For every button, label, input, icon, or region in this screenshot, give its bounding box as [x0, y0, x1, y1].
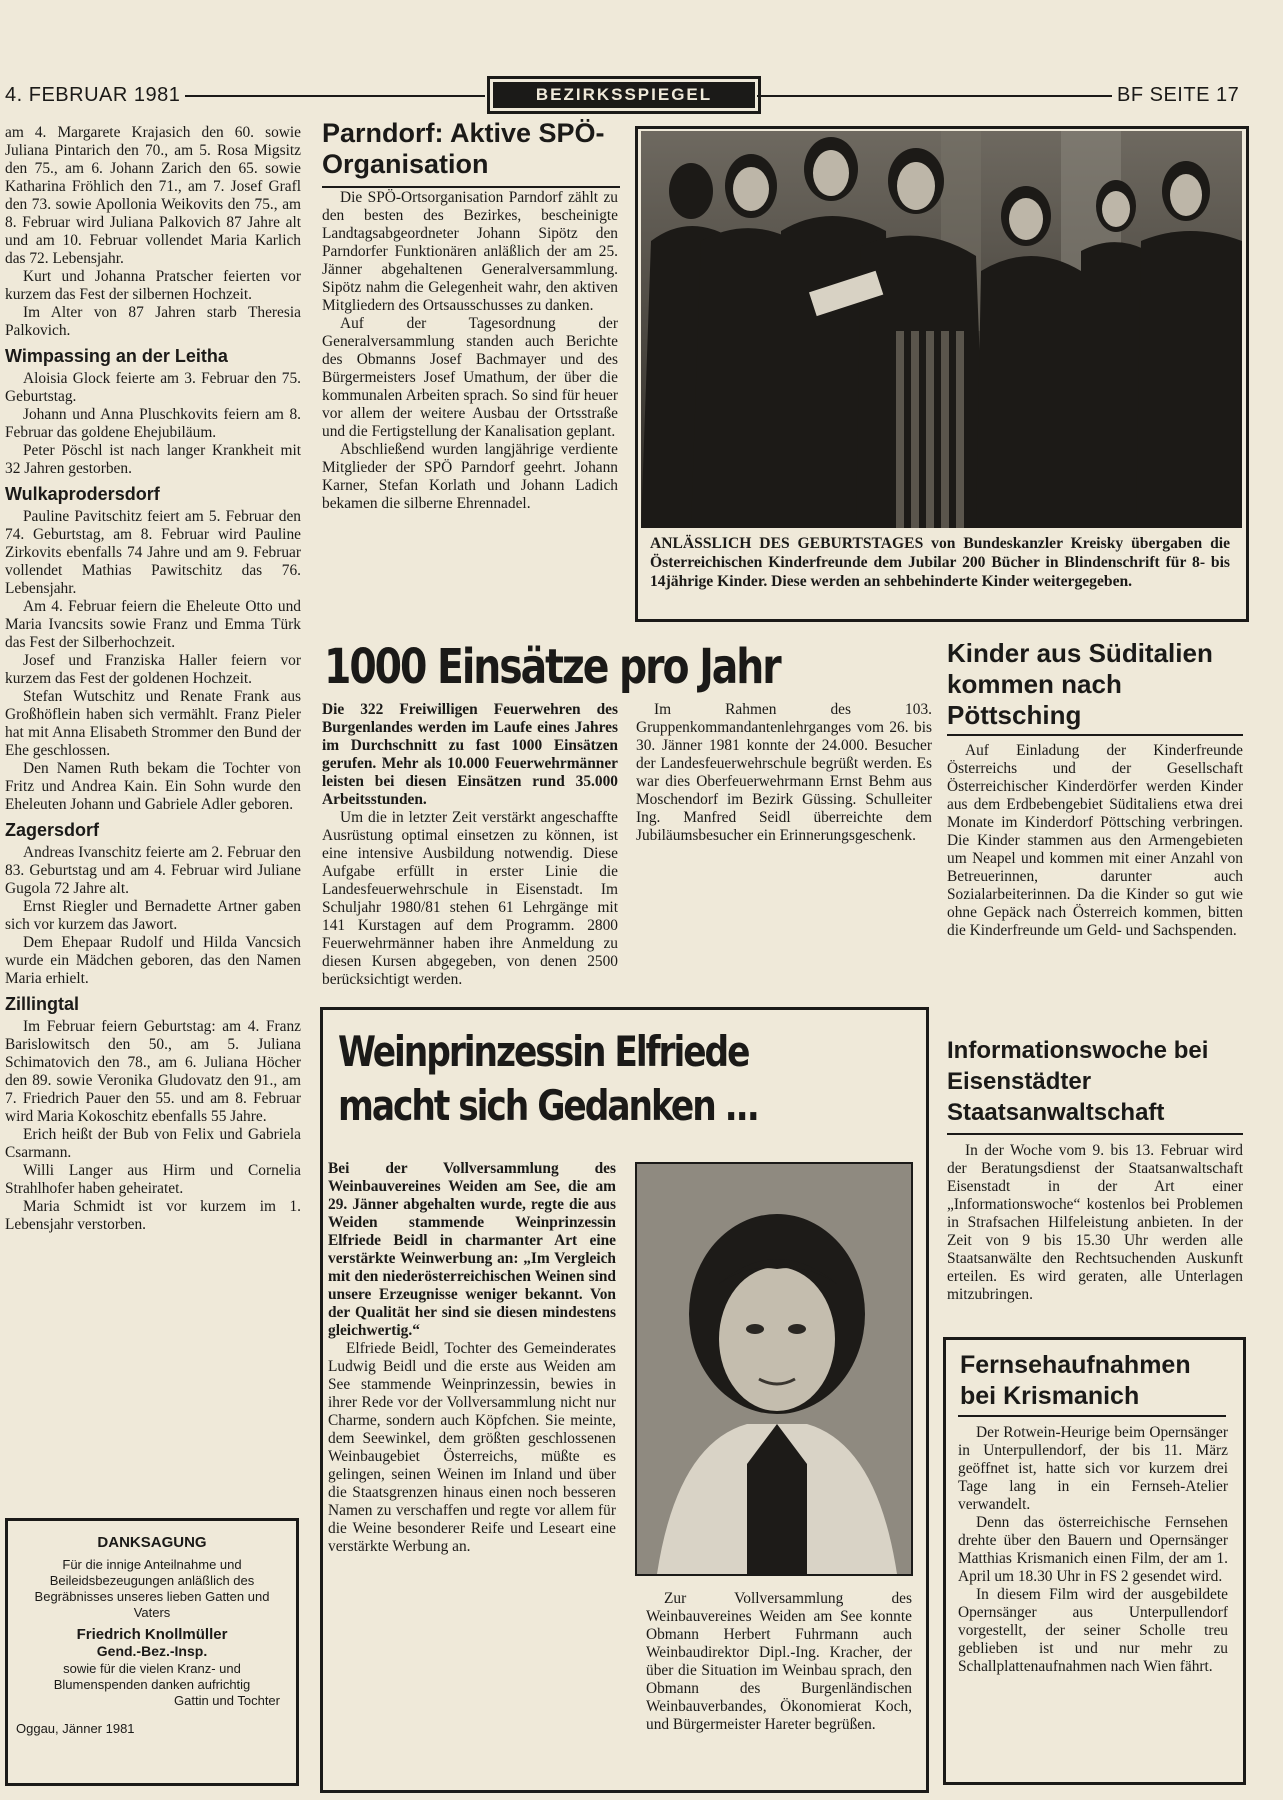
paragraph: Der Rotwein-Heurige beim Opernsänger in Unterpullendorf, der bis 11. März geöffnet ist, hatte sich vor kurzem drei Tage lang in ein Fernseh-Atelier verwandelt. — [958, 1424, 1228, 1513]
danksagung-signers: Gattin und Tochter — [174, 1693, 280, 1708]
group-photo-image — [641, 131, 1242, 528]
wein-headline: Weinprinzessin Elfriede macht sich Gedanken ... — [338, 1027, 758, 1130]
wein-body-col1 — [328, 1160, 616, 1760]
einsaetze-body-col2 — [636, 701, 932, 991]
info-headline: Informationswoche bei Eisenstädter Staatsanwaltschaft — [947, 1037, 1209, 1126]
parndorf-body — [322, 189, 618, 629]
einsaetze-headline: 1000 Einsätze pro Jahr — [324, 639, 780, 695]
wein-lead: Bei der Vollversammlung des Weinbauvereines Weiden am See, die am 29. Jänner abgehalten wurde, regte die aus Weiden stammende Weinprinzessin Elfriede Beidl in charmanter Art eine verstärkte Weinwerbung an: „Im Vergleich mit den niederösterreichischen Weinen sind unsere Erzeugnisse weniger bekannt. Von der Qualität her sind sie diesen mindestens gleichwertig.“ — [328, 1160, 616, 1339]
paragraph: Zur Vollversammlung des Weinbauvereines Weiden am See konnte Obmann Herbert Fuhrmann auch Weinbaudirektor Dipl.-Ing. Kracher, der über die Situation im Weinbau sprach, den Obmann des Burgenländischen Weinbauverbandes, Ökonomierat Koch, und Bürgermeister Hareter begrüßen. — [646, 1590, 912, 1733]
danksagung-name: Friedrich Knollmüller — [76, 1626, 228, 1643]
info-rule — [947, 1133, 1243, 1135]
paragraph: Den Namen Ruth bekam die Tochter von Fritz und Andrea Kain. Ein Sohn wurde den Eheleuten Johann und Gabriele Adler geboren. — [5, 760, 301, 813]
paragraph: Andreas Ivanschitz feierte am 2. Februar den 83. Geburtstag und am 4. Februar wird Juliane Gugola 72 Jahre alt. — [5, 844, 301, 897]
fernseh-box — [943, 1337, 1246, 1785]
paragraph: In der Woche vom 9. bis 13. Februar wird der Beratungsdienst der Staatsanwaltschaft Eisenstadt in der Art einer „Informationswoche“ kostenlos bei Problemen in Strafsachen Hilfeleistung anbieten. In der Zeit von 9 bis 15.30 Uhr werden alle Staatsanwälte den Rechtsuchenden Auskunft erteilen. Es wird geraten, alle Unterlagen mitzubringen. — [947, 1142, 1243, 1303]
parndorf-headline: Parndorf: Aktive SPÖ-Organisation — [322, 118, 605, 179]
column-local-news — [5, 124, 301, 1486]
section-title-box — [487, 76, 761, 114]
issue-date: 4. FEBRUAR 1981 — [5, 84, 181, 106]
wein-body-col2 — [646, 1590, 912, 1770]
parndorf-rule — [322, 186, 620, 188]
danksagung-place: Oggau, Jänner 1981 — [16, 1721, 135, 1736]
paragraph: Die SPÖ-Ortsorganisation Parndorf zählt zu den besten des Bezirkes, bescheinigte Landtagsabgeordneter Johann Sipötz den Parndorfer Funktionären anläßlich der am 25. Jänner abgehaltenen Generalversammlung. Sipötz nahm die Gelegenheit wahr, den aktiven Mitgliedern des Ortsausschusses zu danken. — [322, 189, 618, 314]
info-body — [947, 1142, 1243, 1322]
danksagung-box — [5, 1518, 299, 1786]
kinder-rule — [947, 734, 1243, 736]
paragraph: Pauline Pavitschitz feiert am 5. Februar den 74. Geburtstag, am 8. Februar wird Pauline Zirkovits ebenfalls 74 Jahre und am 9. Februar vollendet Mathias Pawitschitz das 76. Lebensjahr. — [5, 508, 301, 597]
paragraph: Elfriede Beidl, Tochter des Gemeinderates Ludwig Beidl und die erste aus Weiden am See stammende Weinprinzessin, bewies in ihrer Rede vor der Vollversammlung nicht nur Charme, sondern auch Köpfchen. Sie meinte, dem Seewinkel, dem größten geschlossenen Weinbaugebiet Österreichs, müßte es gelingen, seinen Weinen im Inland und über die Staatsgrenzen hinaus einen noch besseren Namen zu verschaffen und regte vor allem für die Weine besonderer Reife und Leseart eine verstärkte Werbung an. — [328, 1340, 616, 1555]
paragraph: Aloisia Glock feierte am 3. Februar den 75. Geburtstag. — [5, 370, 301, 405]
danksagung-text-2: sowie für die vielen Kranz- und Blumenspenden danken aufrichtig — [53, 1661, 251, 1692]
paragraph: Auf der Tagesordnung der Generalversammlung standen auch Berichte des Obmanns Josef Bachmayer und des Bürgermeisters Josef Umathum, der über die kommunalen Arbeiten sprach. So sind für heuer vor allem der weitere Ausbau der Ortsstraße und die Fertigstellung der Kanalisation geplant. — [322, 315, 618, 440]
kinder-headline: Kinder aus Süditalien kommen nach Pöttsching — [947, 638, 1213, 730]
subhead-zagersdorf: Zagersdorf — [5, 820, 100, 840]
paragraph: Um die in letzter Zeit verstärkt angeschaffte Ausrüstung optimal einsetzen zu können, ist eine intensive Ausbildung notwendig. Diese Aufgabe erfüllt in erster Linie die Landesfeuerwehrschule in Eisenstadt. Im Schuljahr 1980/81 stehen 61 Lehrgänge mit 141 Kurstagen auf dem Programm. 2800 Feuerwehrmänner haben ihre Anmeldung zu diesen Kursen abgegeben, von denen 2500 berücksichtigt werden. — [322, 809, 618, 988]
header-rule-right — [757, 95, 1112, 97]
paragraph: Peter Pöschl ist nach langer Krankheit mit 32 Jahren gestorben. — [5, 442, 301, 477]
paragraph: Josef und Franziska Haller feiern vor kurzem das Fest der goldenen Hochzeit. — [5, 652, 301, 687]
paragraph: Dem Ehepaar Rudolf und Hilda Vancsich wurde ein Mädchen geboren, das den Namen Maria erhielt. — [5, 934, 301, 987]
paragraph: Denn das österreichische Fernsehen drehte über den Bauern und Opernsänger Matthias Krismanich einen Film, der am 1. April um 18.30 Uhr in FS 2 gesendet wird. — [958, 1514, 1228, 1585]
group-photo — [641, 131, 1242, 528]
kinder-body — [947, 742, 1243, 1012]
paragraph: Johann und Anna Pluschkovits feiern am 8. Februar das goldene Ehejubiläum. — [5, 406, 301, 441]
paragraph: Im Februar feiern Geburtstag: am 4. Franz Barislowitsch den 50., am 5. Juliana Schimatovich den 78., am 6. Juliana Höcher den 89. sowie Veronika Gludovatz den 91., am 7. Friedrich Pauer den 55. und am 8. Februar wird Maria Kokoschitz ebenfalls 55 Jahre. — [5, 1018, 301, 1125]
paragraph: Willi Langer aus Hirm und Cornelia Strahlhofer haben geheiratet. — [5, 1162, 301, 1197]
einsaetze-body-col1 — [322, 701, 618, 991]
header-rule-left — [185, 95, 485, 97]
paragraph: Am 4. Februar feiern die Eheleute Otto und Maria Ivancsits sowie Franz und Emma Türk das Fest der Silberhochzeit. — [5, 598, 301, 651]
paragraph: Auf Einladung der Kinderfreunde Österreichs und der Gesellschaft Österreichischer Kinderdörfer werden Kinder aus dem Erdbebengebiet Süditaliens etwa drei Monate im Kinderdorf Pöttsching verbringen. Die Kinder stammen aus den Armengebieten um Neapel und kommen mit einer Anzahl von Betreuerinnen, darunter auch Sozialarbeiterinnen. Da die Kinder so gut wie ohne Gepäck nach Österreich kommen, bitten die Kinderfreunde um Geld- und Sachspenden. — [947, 742, 1243, 939]
paragraph: Stefan Wutschitz und Renate Frank aus Großhöflein haben sich vermählt. Franz Pieler hat mit Anna Elisabeth Strommer den Bund der Ehe geschlossen. — [5, 688, 301, 759]
fernseh-rule — [958, 1415, 1226, 1417]
page-number: BF SEITE 17 — [1117, 84, 1240, 106]
photo-caption: ANLÄSSLICH DES GEBURTSTAGES von Bundeskanzler Kreisky übergaben die Österreichischen Kinderfreunde dem Jubilar 200 Bücher in Blindenschrift für 8- bis 14jährige Kinder. Diese werden an sehbehinderte Kinder weitergegeben. — [650, 535, 1230, 590]
paragraph: Ernst Riegler und Bernadette Artner gaben sich vor kurzem das Jawort. — [5, 898, 301, 933]
weinprinzessin-photo — [635, 1162, 913, 1576]
subhead-zillingtal: Zillingtal — [5, 994, 79, 1014]
paragraph: Erich heißt der Bub von Felix und Gabriela Csarmann. — [5, 1126, 301, 1161]
danksagung-title: DANKSAGUNG — [97, 1534, 207, 1551]
section-title: BEZIRKSSPIEGEL — [493, 82, 755, 108]
einsaetze-lead: Die 322 Freiwilligen Feuerwehren des Burgenlandes werden im Laufe eines Jahres im Durchschnitt zu fast 1000 Einsätzen gerufen. Mehr als 10.000 Feuerwehrmänner leisten bei diesen Einsätzen rund 35.000 Arbeitsstunden. — [322, 701, 618, 808]
paragraph: Im Rahmen des 103. Gruppenkommandantenlehrganges vom 26. bis 30. Jänner 1981 konnte der 24.000. Besucher der Landesfeuerwehrschule begrüßt werden. Es war dies Oberfeuerwehrmann Ernst Behm aus Moschendorf im Bezirk Güssing. Schulleiter Ing. Manfred Seidl überreichte dem Jubiläumsbesucher ein Erinnerungsgeschenk. — [636, 701, 932, 844]
paragraph: In diesem Film wird der ausgebildete Opernsänger aus Unterpullendorf vorgestellt, der seiner Scholle treu geblieben ist und nur mehr zu Schallplattenaufnahmen nach Wien fährt. — [958, 1586, 1228, 1675]
paragraph: Im Alter von 87 Jahren starb Theresia Palkovich. — [5, 304, 301, 339]
subhead-wimpassing: Wimpassing an der Leitha — [5, 346, 228, 366]
subhead-wulkaprodersdorf: Wulkaprodersdorf — [5, 484, 160, 504]
paragraph: Kurt und Johanna Pratscher feierten vor kurzem das Fest der silbernen Hochzeit. — [5, 268, 301, 303]
fernseh-body — [958, 1424, 1228, 1774]
fernseh-headline: Fernsehaufnahmen bei Krismanich — [960, 1351, 1191, 1410]
weinprinzessin-image — [637, 1164, 911, 1574]
paragraph: Maria Schmidt ist vor kurzem im 1. Lebensjahr verstorben. — [5, 1198, 301, 1233]
danksagung-text: Für die innige Anteilnahme und Beileidsbezeugungen anläßlich des Begräbnisses unseres lieben Gatten und Vaters — [34, 1557, 270, 1620]
paragraph: Abschließend wurden langjährige verdiente Mitglieder der SPÖ Parndorf geehrt. Johann Karner, Stefan Korlath und Johann Ladich bekamen die silberne Ehrennadel. — [322, 441, 618, 512]
paragraph: am 4. Margarete Krajasich den 60. sowie Juliana Pintarich den 70., am 5. Rosa Migsitz den 75., am 6. Johann Zarich den 65. sowie Katharina Fröhlich den 71., am 7. Josef Grafl den 73. sowie Apollonia Weikovits den 75., am 8. Februar wird Juliana Palkovich 87 Jahre alt und am 10. Februar vollendet Maria Karlich das 72. Lebensjahr. — [5, 124, 301, 267]
danksagung-role: Gend.-Bez.-Insp. — [96, 1643, 208, 1659]
